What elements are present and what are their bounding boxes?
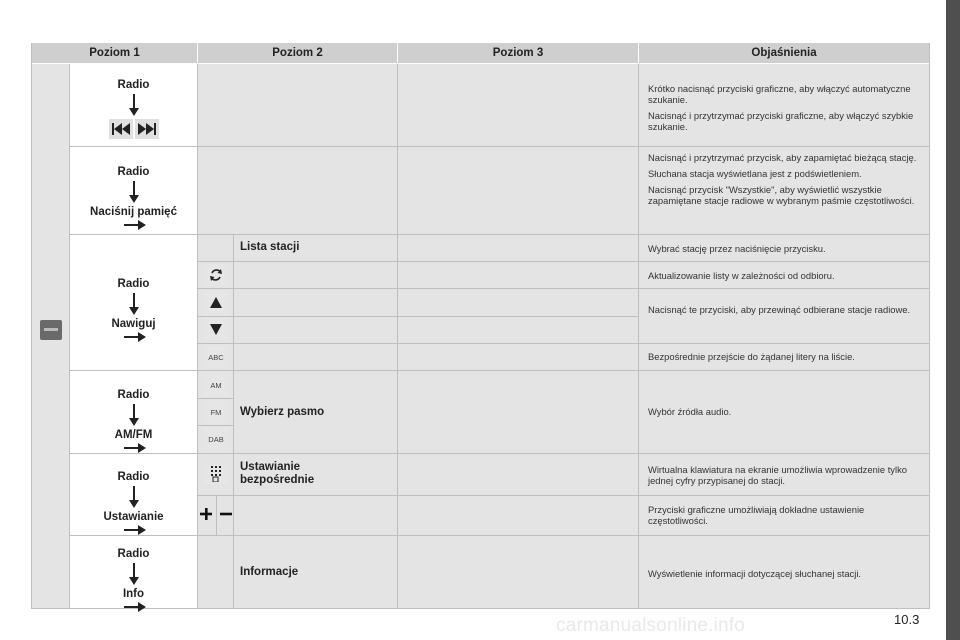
skip-back-icon — [112, 123, 130, 135]
refresh-button[interactable] — [204, 264, 228, 286]
keypad-icon — [209, 466, 223, 482]
plus-icon — [200, 508, 212, 520]
info-label: Info — [122, 588, 145, 600]
arrow-down-icon — [129, 486, 139, 508]
scroll-description: Nacisnąć te przyciski, aby przewinąć odbierane stacje radiowe. — [648, 304, 911, 315]
radio-label: Radio — [117, 389, 150, 401]
header-level1: Poziom 1 — [32, 43, 197, 63]
header-explanations: Objaśnienia — [639, 43, 929, 63]
seek-description: Krótko nacisnąć przyciski graficzne, aby włączyć automatyczne szukanie. Nacisnąć i przytrzymać przyciski graficzne, aby włączyć szybkie szukanie. — [648, 83, 914, 132]
scroll-down-button[interactable] — [204, 318, 228, 340]
scroll-up-button[interactable] — [204, 291, 228, 313]
info-level2 — [70, 548, 197, 612]
arrow-right-icon — [124, 525, 146, 535]
press-memory-label: Naciśnij pamięć — [90, 206, 177, 218]
minus-button[interactable] — [218, 505, 234, 523]
abc-description: Bezpośrednie przejście do żądanej litery na liście. — [648, 351, 855, 362]
dab-button[interactable] — [204, 428, 228, 450]
seek-forward-button[interactable] — [135, 119, 159, 139]
radio-source-icon — [40, 320, 62, 340]
am-button[interactable] — [204, 374, 228, 396]
fm-label: FM — [210, 407, 222, 417]
select-band-label: Wybierz pasmo — [240, 406, 325, 418]
info-description: Wyświetlenie informacji dotyczącej słuchanej stacji. — [648, 568, 862, 579]
header-level2: Poziom 2 — [198, 43, 397, 63]
navigate-level2 — [70, 278, 197, 342]
band-level2 — [70, 389, 197, 453]
arrow-down-icon — [129, 181, 139, 203]
arrow-right-icon — [124, 443, 146, 453]
seek-back-button[interactable] — [109, 119, 133, 139]
arrow-down-icon — [129, 404, 139, 426]
refresh-description: Aktualizowanie listy w zależności od odbioru. — [648, 270, 835, 281]
tuning-level2 — [70, 471, 197, 535]
triangle-up-icon — [210, 297, 222, 308]
station-list-description: Wybrać stację przez naciśnięcie przycisku. — [648, 243, 826, 254]
arrow-right-icon — [124, 220, 146, 230]
am-label: AM — [210, 380, 222, 390]
refresh-icon — [209, 268, 223, 282]
radio-label: Radio — [117, 166, 150, 178]
memory-level2 — [70, 166, 197, 230]
arrow-right-icon — [124, 602, 146, 612]
fine-tuning-description: Przyciski graficzne umożliwiają dokładne ustawienie częstotliwości. — [648, 504, 865, 526]
radio-label: Radio — [117, 471, 150, 483]
abc-button[interactable] — [204, 346, 228, 368]
seek-level2 — [70, 79, 197, 139]
band-description: Wybór źródła audio. — [648, 406, 732, 417]
dab-label: DAB — [208, 434, 224, 444]
radio-label: Radio — [117, 79, 150, 91]
watermark: carmanualsonline.info — [556, 615, 746, 636]
direct-tuning-label — [240, 461, 314, 487]
fm-button[interactable] — [204, 401, 228, 423]
arrow-down-icon — [129, 293, 139, 315]
navigate-label: Nawiguj — [111, 318, 156, 330]
skip-forward-icon — [138, 123, 156, 135]
plus-button[interactable] — [198, 505, 214, 523]
side-tab — [946, 0, 960, 640]
header-level3: Poziom 3 — [398, 43, 638, 63]
direct-tuning-line1: Ustawianie — [240, 461, 301, 473]
memory-description: Nacisnąć i przytrzymać przycisk, aby zapamiętać bieżącą stację. Słuchana stacja wyświetlana jest z podświetleniem. Nacisnąć przycisk "Wszystkie", aby wyświetlić wszystkie zapamiętane stacje radiowe w wybranym paśmie częstotliwości. — [648, 152, 917, 206]
minus-icon — [220, 508, 232, 520]
direct-tuning-line2: bezpośrednie — [240, 474, 315, 486]
triangle-down-icon — [210, 324, 222, 335]
abc-label: ABC — [208, 352, 224, 362]
radio-label: Radio — [117, 278, 150, 290]
station-list-label: Lista stacji — [240, 241, 300, 253]
tuning-label: Ustawianie — [103, 511, 164, 523]
am-fm-label: AM/FM — [114, 429, 153, 441]
keypad-description: Wirtualna klawiatura na ekranie umożliwia wprowadzenie tylko jednej cyfry przypisanej do stacji. — [648, 464, 907, 486]
information-label: Informacje — [240, 566, 299, 578]
arrow-down-icon — [129, 563, 139, 585]
arrow-right-icon — [124, 332, 146, 342]
keypad-button[interactable] — [204, 463, 228, 485]
radio-label: Radio — [117, 548, 150, 560]
arrow-down-icon — [129, 94, 139, 116]
page-number: 10.3 — [894, 612, 920, 627]
